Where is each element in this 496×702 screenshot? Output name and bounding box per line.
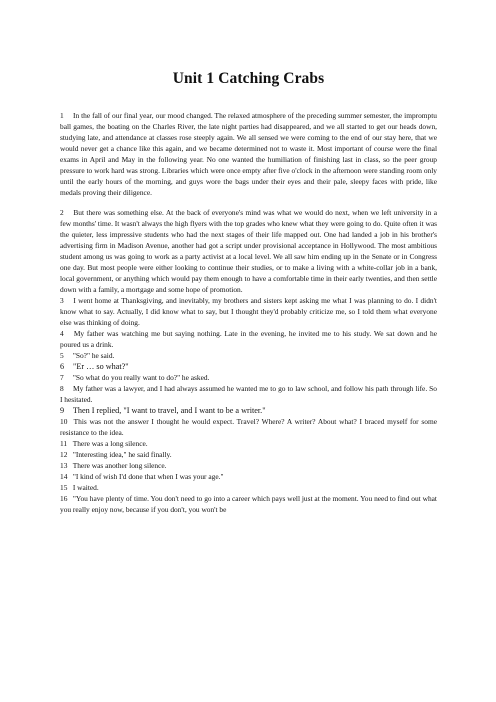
paragraph-text: "I kind of wish I'd done that when I was your age."	[72, 472, 224, 481]
paragraph-number: 9	[60, 406, 65, 415]
paragraph-15	[60, 482, 437, 493]
paragraph-text: In the fall of our final year, our mood changed. The relaxed atmosphere of the preceding summer semester, the impromptu ball games, the boating on the Charles River, the late night parties had disappeared, and we all started to get our heads down, studying late, and attendance at classes rose steeply again. We all sensed we were coming to the end of our stay here, that we would never get a chance like this again, and we became determined not to waste it. Most important of course were the final exams in April and May in the following year. No one wanted the humiliation of finishing last in class, so the peer group pressure to work hard was strong. Libraries which were once empty after five o'clock in the afternoon were standing room only until the early hours of the morning, and guys wore the bags under their eyes and their pale, sleepy faces with pride, like medals proving their diligence.	[60, 111, 437, 197]
paragraph-number: 16	[60, 494, 68, 503]
paragraph-number: 2	[60, 208, 64, 217]
paragraph-number: 6	[60, 362, 65, 371]
paragraph-text: "So?" he said.	[72, 351, 115, 360]
paragraph-10	[60, 416, 437, 438]
paragraph-text: "You have plenty of time. You don't need to go into a career which pays well just at the moment. You need to find out what you really enjoy now, because if you don't, you won't be	[60, 494, 437, 514]
paragraph-number: 4	[60, 329, 64, 338]
paragraph-text: "Er … so what?"	[73, 362, 129, 371]
paragraph-6	[60, 361, 437, 372]
paragraph-text: "So what do you really want to do?" he asked.	[72, 373, 210, 382]
paragraph-number: 3	[60, 296, 64, 305]
paragraph-text: There was a long silence.	[72, 439, 148, 448]
paragraph-14	[60, 471, 437, 482]
paragraph-text: This was not the answer I thought he would expect. Travel? Where? A writer? About what? I braced myself for some resistance to the idea.	[60, 417, 437, 437]
paragraph-13	[60, 460, 437, 471]
paragraph-number: 8	[60, 384, 64, 393]
paragraph-8	[60, 383, 437, 405]
paragraph-text: Then I replied, "I want to travel, and I want to be a writer."	[72, 406, 266, 415]
paragraph-text: "Interesting idea," he said finally.	[72, 450, 172, 459]
paragraph-5	[60, 350, 437, 361]
document-title: Unit 1 Catching Crabs	[172, 70, 325, 87]
paragraph-number: 5	[60, 351, 64, 360]
paragraph-1	[60, 110, 437, 198]
paragraph-9	[60, 405, 437, 416]
paragraph-4	[60, 328, 437, 350]
paragraph-number: 14	[60, 472, 68, 481]
paragraph-7	[60, 372, 437, 383]
paragraph-number: 10	[60, 417, 68, 426]
paragraph-number: 11	[60, 439, 68, 448]
paragraph-3	[60, 295, 437, 328]
paragraph-text: My father was watching me but saying nothing. Late in the evening, he invited me to his study. We sat down and he poured us a drink.	[60, 329, 437, 349]
paragraph-number: 7	[60, 373, 64, 382]
paragraph-text: I waited.	[72, 483, 99, 492]
paragraph-11	[60, 438, 437, 449]
paragraph-12	[60, 449, 437, 460]
paragraph-text: There was another long silence.	[72, 461, 167, 470]
paragraph-number: 1	[60, 111, 64, 120]
paragraph-number: 15	[60, 483, 68, 492]
paragraph-text: My father was a lawyer, and I had always assumed he wanted me to go to law school, and follow his path through life. So I hesitated.	[60, 384, 437, 404]
paragraph-text: I went home at Thanksgiving, and inevitably, my brothers and sisters kept asking me what I was planning to do. I didn't know what to say. Actually, I did know what to say, but I thought they'd probably criticize me, so I told them what everyone else was thinking of doing.	[60, 296, 437, 327]
paragraph-2	[60, 207, 437, 295]
paragraph-16	[60, 493, 437, 515]
paragraph-number: 13	[60, 461, 68, 470]
paragraph-text: But there was something else. At the back of everyone's mind was what we would do next, when we left university in a few months' time. It wasn't always the high flyers with the top grades who knew what they were going to do. Quite often it was the quieter, less impressive students who had the next stages of their life mapped out. One had landed a job in his brother's advertising firm in Madison Avenue, another had got a script under provisional acceptance in Hollywood. The most ambitious student among us was going to work as a party activist at a local level. We all saw him ending up in the Senate or in Congress one day. But most people were either looking to continue their studies, or to make a living with a white-collar job in a bank, local government, or anything which would pay them enough to have a comfortable time in their early twenties, and then settle down with a family, a mortgage and some hope of promotion.	[60, 208, 437, 294]
paragraph-number: 12	[60, 450, 68, 459]
